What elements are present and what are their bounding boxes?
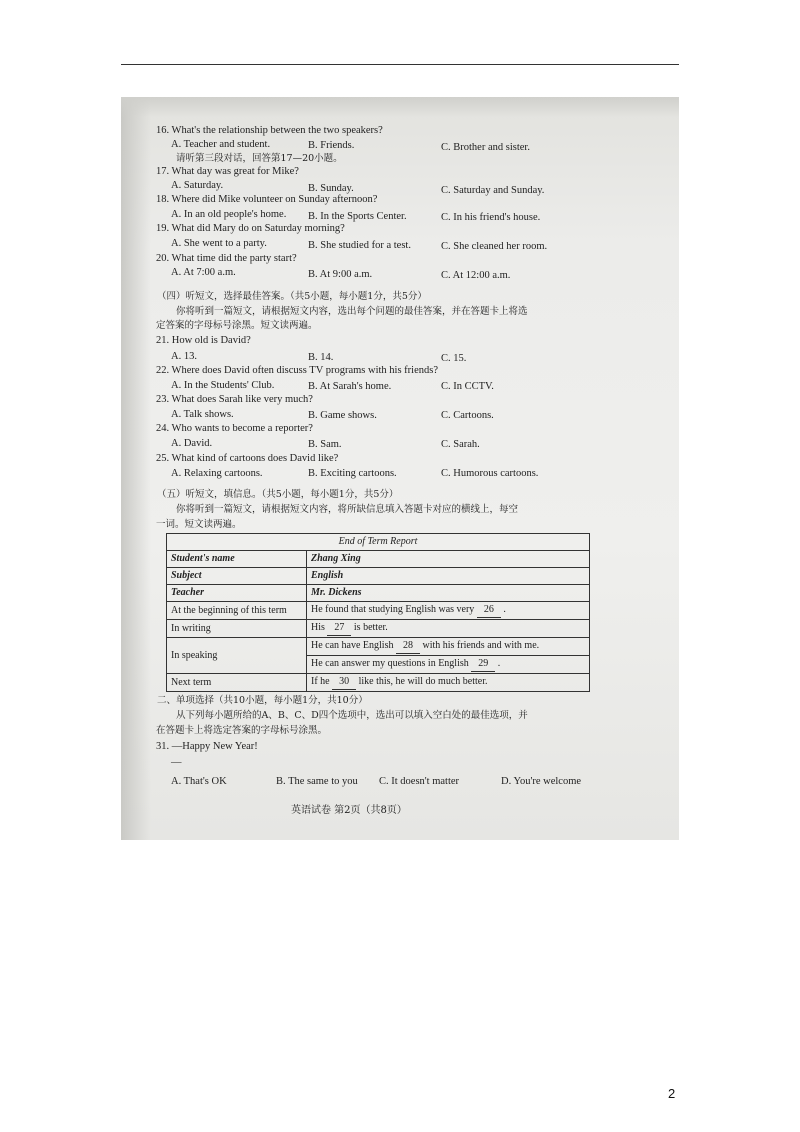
option-21a: A. 13. [171,351,197,362]
section-5-instruction-2: 一词。短文读两遍。 [156,519,242,530]
option-18b: B. In the Sports Center. [308,211,407,222]
option-22b: B. At Sarah's home. [308,381,392,392]
option-20a: A. At 7:00 a.m. [171,267,236,278]
option-24c: C. Sarah. [441,439,480,450]
table-row [167,620,590,638]
option-31c: C. It doesn't matter [379,776,460,787]
table-row [167,585,590,602]
option-23c: C. Cartoons. [441,410,494,421]
option-20b: B. At 9:00 a.m. [308,269,373,280]
option-21c: C. 15. [441,353,467,364]
option-19b: B. She studied for a test. [308,240,411,251]
section-4-instruction-1: 你将听到一篇短文，请根据短文内容，选出每个问题的最佳答案，并在答题卡上将选 [176,306,528,317]
question-31-answer-line: — [171,757,182,768]
blank-30: 30 [332,675,356,690]
report-title: End of Term Report [167,534,590,551]
blank-26: 26 [477,603,501,618]
option-16c: C. Brother and sister. [441,142,530,153]
option-31a: A. That's OK [171,776,227,787]
exam-footer: 英语试卷 第2页（共8页） [291,805,407,816]
cell-writing: His 27 is better. [307,620,590,638]
question-21: 21. How old is David? [156,335,251,346]
option-23b: B. Game shows. [308,410,377,421]
question-23: 23. What does Sarah like very much? [156,394,313,405]
option-23a: A. Talk shows. [171,409,234,420]
label-beginning: At the beginning of this term [167,602,307,620]
question-16: 16. What's the relationship between the two speakers? [156,125,383,136]
blank-27: 27 [327,621,351,636]
section-4-instruction-2: 定答案的字母标号涂黑。短文读两遍。 [156,320,318,331]
table-row [167,674,590,692]
instruction-17-20: 请听第三段对话，回答第17—20小题。 [176,153,343,164]
value-student-name: Zhang Xing [307,551,590,568]
value-teacher: Mr. Dickens [307,585,590,602]
label-teacher: Teacher [167,585,307,602]
question-18: 18. Where did Mike volunteer on Sunday afternoon? [156,194,378,205]
option-18c: C. In his friend's house. [441,212,541,223]
label-writing: In writing [167,620,307,638]
option-19c: C. She cleaned her room. [441,241,548,252]
option-25c: C. Humorous cartoons. [441,468,539,479]
option-20c: C. At 12:00 a.m. [441,270,511,281]
part-2-title: 二、单项选择（共10小题，每小题1分，共10分） [157,695,368,706]
top-rule [121,64,679,65]
bleed-through-text [561,117,679,817]
option-17a: A. Saturday. [171,180,224,191]
question-19: 19. What did Mary do on Saturday morning? [156,223,345,234]
table-row [167,638,590,656]
part-2-instruction-2: 在答题卡上将选定答案的字母标号涂黑。 [156,725,328,736]
option-31b: B. The same to you [276,776,358,787]
option-17b: B. Sunday. [308,183,354,194]
part-2-instruction-1: 从下列每小题所给的A、B、C、D四个选项中，选出可以填入空白处的最佳选项，并 [176,710,528,721]
option-16a: A. Teacher and student. [171,139,271,150]
question-20: 20. What time did the party start? [156,253,297,264]
option-19a: A. She went to a party. [171,238,267,249]
option-31d: D. You're welcome [501,776,582,787]
value-subject: English [307,568,590,585]
cell-beginning: He found that studying English was very 26 . [307,602,590,620]
question-22: 22. Where does David often discuss TV programs with his friends? [156,365,438,376]
cell-speaking-1: He can have English 28 with his friends and with me. [307,638,590,656]
cell-next-term: If he 30 like this, he will do much better. [307,674,590,692]
question-31: 31. —Happy New Year! [156,741,258,752]
option-17c: C. Saturday and Sunday. [441,185,545,196]
option-18a: A. In an old people's home. [171,209,287,220]
question-24: 24. Who wants to become a reporter? [156,423,313,434]
exam-photo [121,97,679,840]
section-5-instruction-1: 你将听到一篇短文，请根据短文内容，将所缺信息填入答题卡对应的横线上，每空 [176,504,519,515]
label-student-name: Student's name [167,551,307,568]
section-4-title: （四）听短文，选择最佳答案。（共5小题，每小题1分，共5分） [157,291,427,302]
blank-28: 28 [396,639,420,654]
blank-29: 29 [471,657,495,672]
option-24b: B. Sam. [308,439,342,450]
page-number: 2 [668,1086,676,1101]
label-speaking: In speaking [167,638,307,674]
option-25a: A. Relaxing cartoons. [171,468,263,479]
section-5-title: （五）听短文，填信息。（共5小题，每小题1分，共5分） [157,489,399,500]
option-21b: B. 14. [308,352,334,363]
cell-speaking-2: He can answer my questions in English 29 . [307,656,590,674]
question-25: 25. What kind of cartoons does David like? [156,453,339,464]
label-subject: Subject [167,568,307,585]
table-row [167,551,590,568]
end-of-term-report-table [166,533,590,692]
option-16b: B. Friends. [308,140,355,151]
option-22a: A. In the Students' Club. [171,380,275,391]
table-row [167,568,590,585]
option-25b: B. Exciting cartoons. [308,468,397,479]
table-row [167,602,590,620]
label-next-term: Next term [167,674,307,692]
question-17: 17. What day was great for Mike? [156,166,299,177]
option-22c: C. In CCTV. [441,381,494,392]
option-24a: A. David. [171,438,213,449]
